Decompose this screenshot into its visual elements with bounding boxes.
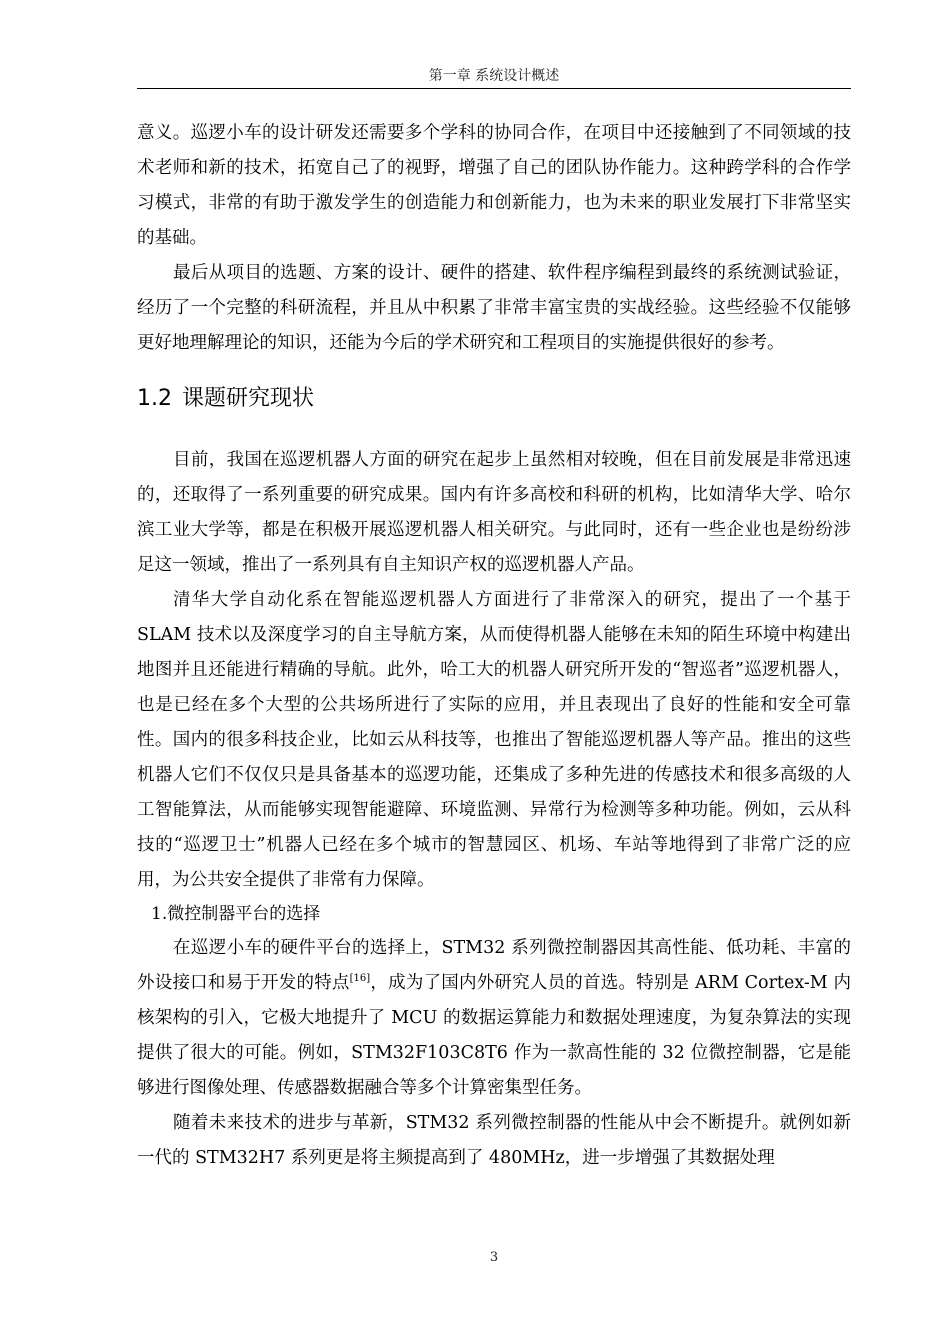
running-header: 第一章 系统设计概述	[428, 68, 560, 84]
page-number: 3	[489, 1250, 499, 1265]
citation-marker: [16]	[349, 973, 371, 984]
paragraph-tsinghua-research: 清华大学自动化系在智能巡逻机器人方面进行了非常深入的研究，提出了一个基于 SLAM 技术以及深度学习的自主导航方案，从而使得机器人能够在未知的陌生环境中构建出地图并且还能进行精确的导航。此外，哈工大的机器人研究所开发的“智巡者”巡逻机器人，也是已经在多个大型的公共场所进行了实际的应用，并且表现出了良好的性能和安全可靠性。国内的很多科技企业，比如云从科技等，也推出了智能巡逻机器人等产品。推出的这些机器人它们不仅仅只是具备基本的巡逻功能，还集成了多种先进的传感技术和很多高级的人工智能算法，从而能够实现智能避障、环境监测、异常行为检测等多种功能。例如，云从科技的“巡逻卫士”机器人已经在多个城市的智慧园区、机场、车站等地得到了非常广泛的应用，为公共安全提供了非常有力保障。	[137, 590, 851, 890]
paragraph-stm32-future: 随着未来技术的进步与革新，STM32 系列微控制器的性能从中会不断提升。就例如新一代的 STM32H7 系列更是将主频提高到了 480MHz，进一步增强了其数据处理	[137, 1113, 851, 1168]
page-body	[137, 116, 851, 1176]
section-heading	[137, 379, 851, 419]
paragraph-mcu	[137, 931, 851, 1106]
paragraph-research-status: 目前，我国在巡逻机器人方面的研究在起步上虽然相对较晚，但在目前发展是非常迅速的，还取得了一系列重要的研究成果。国内有许多高校和科研的机构，比如清华大学、哈尔滨工业大学等，都是在积极开展巡逻机器人相关研究。与此同时，还有一些企业也是纷纷涉足这一领域，推出了一系列具有自主知识产权的巡逻机器人产品。	[137, 450, 851, 575]
mcu-text-part2: ，成为了国内外研究人员的首选。特别是 ARM Cortex-M 内核架构的引入，它极大地提升了 MCU 的数据运算能力和数据处理速度，为复杂算法的实现提供了很大的可能。例如，STM32F103C8T6 作为一款高性能的 32 位微控制器，它是能够进行图像处理、传感器数据融合等多个计算密集型任务。	[137, 973, 851, 1098]
item-heading-mcu: 1.微控制器平台的选择	[151, 904, 321, 924]
section-title: 课题研究现状	[182, 386, 315, 411]
paragraph-continued: 意义。巡逻小车的设计研发还需要多个学科的协同合作，在项目中还接触到了不同领域的技术老师和新的技术，拓宽自己了的视野，增强了自己的团队协作能力。这种跨学科的合作学习模式，非常的有助于激发学生的创造能力和创新能力，也为未来的职业发展打下非常坚实的基础。	[137, 123, 851, 248]
header-rule	[137, 88, 851, 89]
mcu-text-part1: 在巡逻小车的硬件平台的选择上，STM32 系列微控制器因其高性能、低功耗、丰富的外设接口和易于开发的特点	[137, 938, 851, 993]
section-number: 1.2	[137, 386, 172, 411]
paragraph-conclusion: 最后从项目的选题、方案的设计、硬件的搭建、软件程序编程到最终的系统测试验证，经历了一个完整的科研流程，并且从中积累了非常丰富宝贵的实战经验。这些经验不仅能够更好地理解理论的知识，还能为今后的学术研究和工程项目的实施提供很好的参考。	[137, 263, 851, 353]
